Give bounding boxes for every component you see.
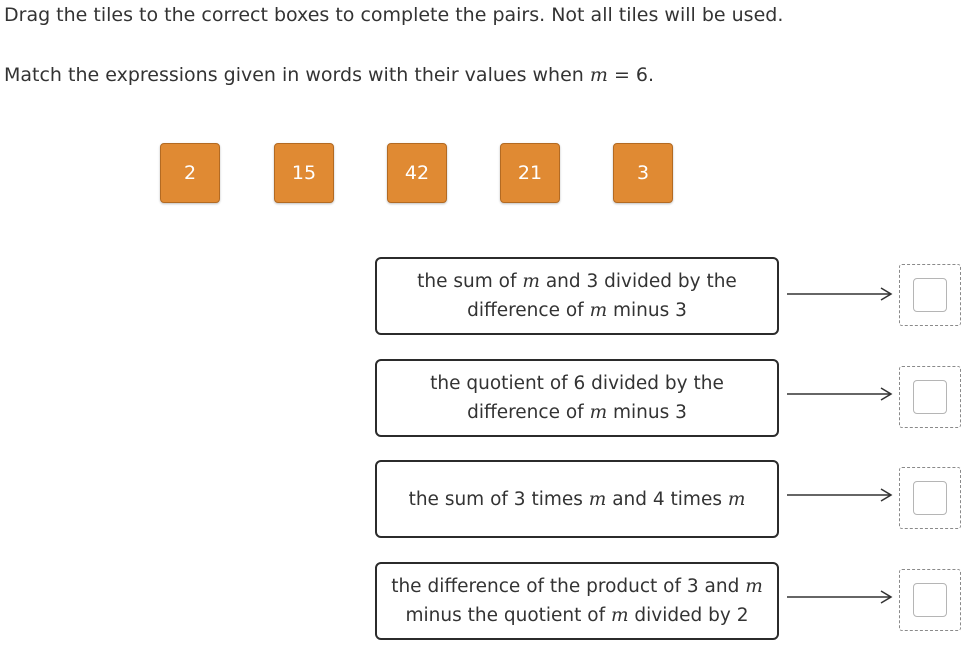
drop-box-3[interactable]: [899, 467, 961, 529]
drop-slot: [913, 278, 947, 312]
expression-box-3: the sum of 3 times m and 4 times m: [375, 460, 779, 538]
expression-box-2: the quotient of 6 divided by the difference of m minus 3: [375, 359, 779, 437]
arrow-icon: [787, 286, 895, 302]
variable-m: m: [589, 64, 608, 86]
expression-box-4: the difference of the product of 3 and m minus the quotient of m divided by 2: [375, 562, 779, 640]
tile-15[interactable]: 15: [274, 143, 334, 203]
expression-box-1: the sum of m and 3 divided by the difference of m minus 3: [375, 257, 779, 335]
instruction-drag: Drag the tiles to the correct boxes to complete the pairs. Not all tiles will be used.: [4, 4, 784, 26]
drop-slot: [913, 481, 947, 515]
drop-box-2[interactable]: [899, 366, 961, 428]
arrow-icon: [787, 487, 895, 503]
tile-42[interactable]: 42: [387, 143, 447, 203]
tile-2[interactable]: 2: [160, 143, 220, 203]
drop-slot: [913, 583, 947, 617]
tile-3[interactable]: 3: [613, 143, 673, 203]
instruction-match: Match the expressions given in words with their values when m = 6.: [4, 64, 655, 86]
arrow-icon: [787, 386, 895, 402]
drop-slot: [913, 380, 947, 414]
drop-box-4[interactable]: [899, 569, 961, 631]
arrow-icon: [787, 589, 895, 605]
tile-21[interactable]: 21: [500, 143, 560, 203]
drop-box-1[interactable]: [899, 264, 961, 326]
